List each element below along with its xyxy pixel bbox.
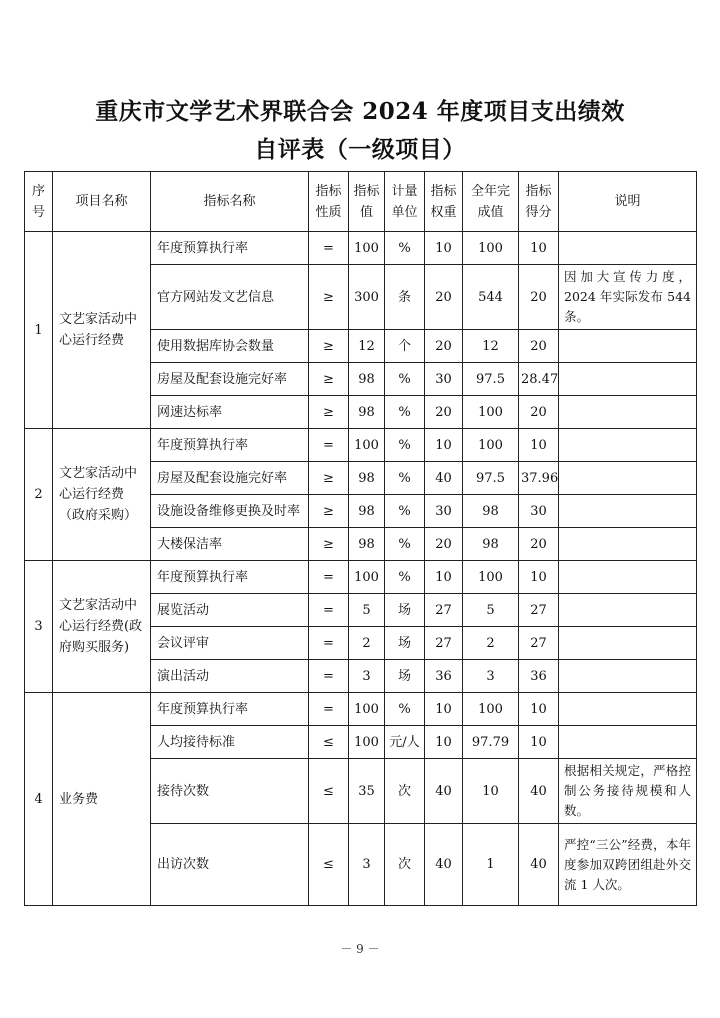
cell-nature: = (309, 561, 349, 594)
cell-value: 3 (349, 824, 385, 906)
cell-actual: 97.5 (463, 462, 519, 495)
cell-weight: 10 (425, 232, 463, 265)
cell-note (559, 561, 697, 594)
cell-unit: % (385, 363, 425, 396)
cell-score: 20 (519, 528, 559, 561)
cell-unit: % (385, 495, 425, 528)
cell-actual: 12 (463, 330, 519, 363)
cell-weight: 36 (425, 660, 463, 693)
cell-nature: ≤ (309, 759, 349, 824)
cell-score: 10 (519, 561, 559, 594)
cell-nature: ≤ (309, 824, 349, 906)
cell-nature: ≥ (309, 462, 349, 495)
cell-weight: 10 (425, 726, 463, 759)
cell-seq: 3 (25, 561, 53, 693)
cell-score: 20 (519, 330, 559, 363)
cell-actual: 5 (463, 594, 519, 627)
cell-value: 3 (349, 660, 385, 693)
cell-weight: 20 (425, 330, 463, 363)
cell-nature: = (309, 429, 349, 462)
table-row (25, 561, 697, 594)
cell-nature: = (309, 660, 349, 693)
cell-unit: % (385, 462, 425, 495)
cell-weight: 40 (425, 759, 463, 824)
cell-note (559, 693, 697, 726)
cell-score: 10 (519, 232, 559, 265)
cell-unit: 场 (385, 594, 425, 627)
cell-project-name: 文艺家活动中心运行经费(政府购买服务) (53, 561, 151, 693)
performance-table (24, 171, 697, 906)
cell-actual: 98 (463, 528, 519, 561)
cell-note: 因加大宣传力度，2024 年实际发布 544 条。 (559, 265, 697, 330)
cell-name: 出访次数 (151, 824, 309, 906)
page-subtitle: 自评表（一级项目） (254, 136, 466, 163)
cell-name: 年度预算执行率 (151, 693, 309, 726)
cell-note (559, 660, 697, 693)
cell-note (559, 232, 697, 265)
cell-name: 网速达标率 (151, 396, 309, 429)
cell-note (559, 627, 697, 660)
cell-actual: 98 (463, 495, 519, 528)
table-row (25, 232, 697, 265)
cell-nature: ≥ (309, 265, 349, 330)
cell-weight: 20 (425, 528, 463, 561)
cell-value: 98 (349, 495, 385, 528)
cell-weight: 30 (425, 495, 463, 528)
cell-name: 演出活动 (151, 660, 309, 693)
table-header-row (25, 172, 697, 232)
cell-weight: 10 (425, 561, 463, 594)
cell-score: 10 (519, 726, 559, 759)
cell-actual: 2 (463, 627, 519, 660)
page-number: － 9 － (340, 942, 380, 956)
cell-score: 30 (519, 495, 559, 528)
cell-value: 98 (349, 462, 385, 495)
cell-actual: 97.5 (463, 363, 519, 396)
cell-score: 37.96 (519, 462, 559, 495)
cell-value: 100 (349, 232, 385, 265)
cell-note (559, 594, 697, 627)
cell-note (559, 528, 697, 561)
cell-value: 98 (349, 528, 385, 561)
cell-value: 5 (349, 594, 385, 627)
cell-value: 300 (349, 265, 385, 330)
cell-nature: ≥ (309, 396, 349, 429)
cell-score: 40 (519, 759, 559, 824)
cell-note (559, 330, 697, 363)
cell-value: 100 (349, 561, 385, 594)
cell-nature: = (309, 693, 349, 726)
header-indicator: 指标名称 (151, 172, 309, 232)
cell-nature: ≥ (309, 330, 349, 363)
header-value: 指标 值 (349, 172, 385, 232)
cell-name: 会议评审 (151, 627, 309, 660)
cell-nature: = (309, 627, 349, 660)
cell-name: 接待次数 (151, 759, 309, 824)
cell-nature: ≥ (309, 528, 349, 561)
cell-value: 100 (349, 429, 385, 462)
cell-unit: 次 (385, 759, 425, 824)
cell-unit: % (385, 429, 425, 462)
cell-actual: 10 (463, 759, 519, 824)
cell-actual: 100 (463, 232, 519, 265)
cell-actual: 97.79 (463, 726, 519, 759)
cell-value: 2 (349, 627, 385, 660)
cell-nature: ≤ (309, 726, 349, 759)
cell-score: 28.47 (519, 363, 559, 396)
cell-name: 年度预算执行率 (151, 429, 309, 462)
page-title: 重庆市文学艺术界联合会 2024 年度项目支出绩效 (95, 98, 625, 125)
cell-score: 20 (519, 396, 559, 429)
cell-unit: % (385, 232, 425, 265)
cell-name: 年度预算执行率 (151, 232, 309, 265)
cell-unit: 元/人 (385, 726, 425, 759)
cell-unit: % (385, 396, 425, 429)
cell-note (559, 363, 697, 396)
header-score: 指标 得分 (519, 172, 559, 232)
cell-actual: 1 (463, 824, 519, 906)
cell-value: 100 (349, 693, 385, 726)
cell-name: 人均接待标准 (151, 726, 309, 759)
cell-actual: 3 (463, 660, 519, 693)
header-unit: 计量 单位 (385, 172, 425, 232)
cell-project-name: 文艺家活动中心运行经费（政府采购） (53, 429, 151, 561)
cell-note (559, 462, 697, 495)
cell-note: 根据相关规定，严格控制公务接待规模和人数。 (559, 759, 697, 824)
cell-score: 27 (519, 627, 559, 660)
cell-unit: % (385, 561, 425, 594)
header-nature: 指标 性质 (309, 172, 349, 232)
cell-name: 房屋及配套设施完好率 (151, 363, 309, 396)
cell-name: 展览活动 (151, 594, 309, 627)
cell-weight: 27 (425, 594, 463, 627)
cell-value: 98 (349, 363, 385, 396)
cell-weight: 10 (425, 693, 463, 726)
cell-note (559, 495, 697, 528)
cell-actual: 100 (463, 429, 519, 462)
table-row (25, 429, 697, 462)
cell-note (559, 429, 697, 462)
header-seq: 序 号 (25, 172, 53, 232)
cell-nature: ≥ (309, 363, 349, 396)
cell-score: 10 (519, 693, 559, 726)
cell-score: 27 (519, 594, 559, 627)
cell-note: 严控“三公”经费，本年度参加双跨团组赴外交流 1 人次。 (559, 824, 697, 906)
cell-score: 36 (519, 660, 559, 693)
cell-unit: 条 (385, 265, 425, 330)
cell-unit: 个 (385, 330, 425, 363)
cell-name: 大楼保洁率 (151, 528, 309, 561)
cell-weight: 20 (425, 265, 463, 330)
cell-weight: 20 (425, 396, 463, 429)
cell-nature: = (309, 594, 349, 627)
cell-name: 年度预算执行率 (151, 561, 309, 594)
cell-note (559, 396, 697, 429)
cell-value: 98 (349, 396, 385, 429)
header-actual: 全年完 成值 (463, 172, 519, 232)
cell-seq: 4 (25, 693, 53, 906)
cell-unit: 次 (385, 824, 425, 906)
cell-actual: 544 (463, 265, 519, 330)
cell-name: 设施设备维修更换及时率 (151, 495, 309, 528)
cell-weight: 40 (425, 824, 463, 906)
header-note: 说明 (559, 172, 697, 232)
cell-seq: 1 (25, 232, 53, 429)
cell-nature: = (309, 232, 349, 265)
cell-name: 官方网站发文艺信息 (151, 265, 309, 330)
cell-score: 20 (519, 265, 559, 330)
cell-seq: 2 (25, 429, 53, 561)
cell-value: 100 (349, 726, 385, 759)
cell-actual: 100 (463, 693, 519, 726)
cell-weight: 27 (425, 627, 463, 660)
cell-actual: 100 (463, 561, 519, 594)
cell-score: 10 (519, 429, 559, 462)
cell-project-name: 业务费 (53, 693, 151, 906)
cell-name: 房屋及配套设施完好率 (151, 462, 309, 495)
cell-name: 使用数据库协会数量 (151, 330, 309, 363)
header-weight: 指标 权重 (425, 172, 463, 232)
cell-weight: 40 (425, 462, 463, 495)
header-project: 项目名称 (53, 172, 151, 232)
cell-score: 40 (519, 824, 559, 906)
cell-weight: 30 (425, 363, 463, 396)
cell-unit: 场 (385, 627, 425, 660)
cell-actual: 100 (463, 396, 519, 429)
cell-unit: 场 (385, 660, 425, 693)
cell-value: 12 (349, 330, 385, 363)
cell-note (559, 726, 697, 759)
cell-unit: % (385, 693, 425, 726)
cell-value: 35 (349, 759, 385, 824)
cell-weight: 10 (425, 429, 463, 462)
table-row (25, 693, 697, 726)
cell-project-name: 文艺家活动中心运行经费 (53, 232, 151, 429)
cell-nature: ≥ (309, 495, 349, 528)
cell-unit: % (385, 528, 425, 561)
